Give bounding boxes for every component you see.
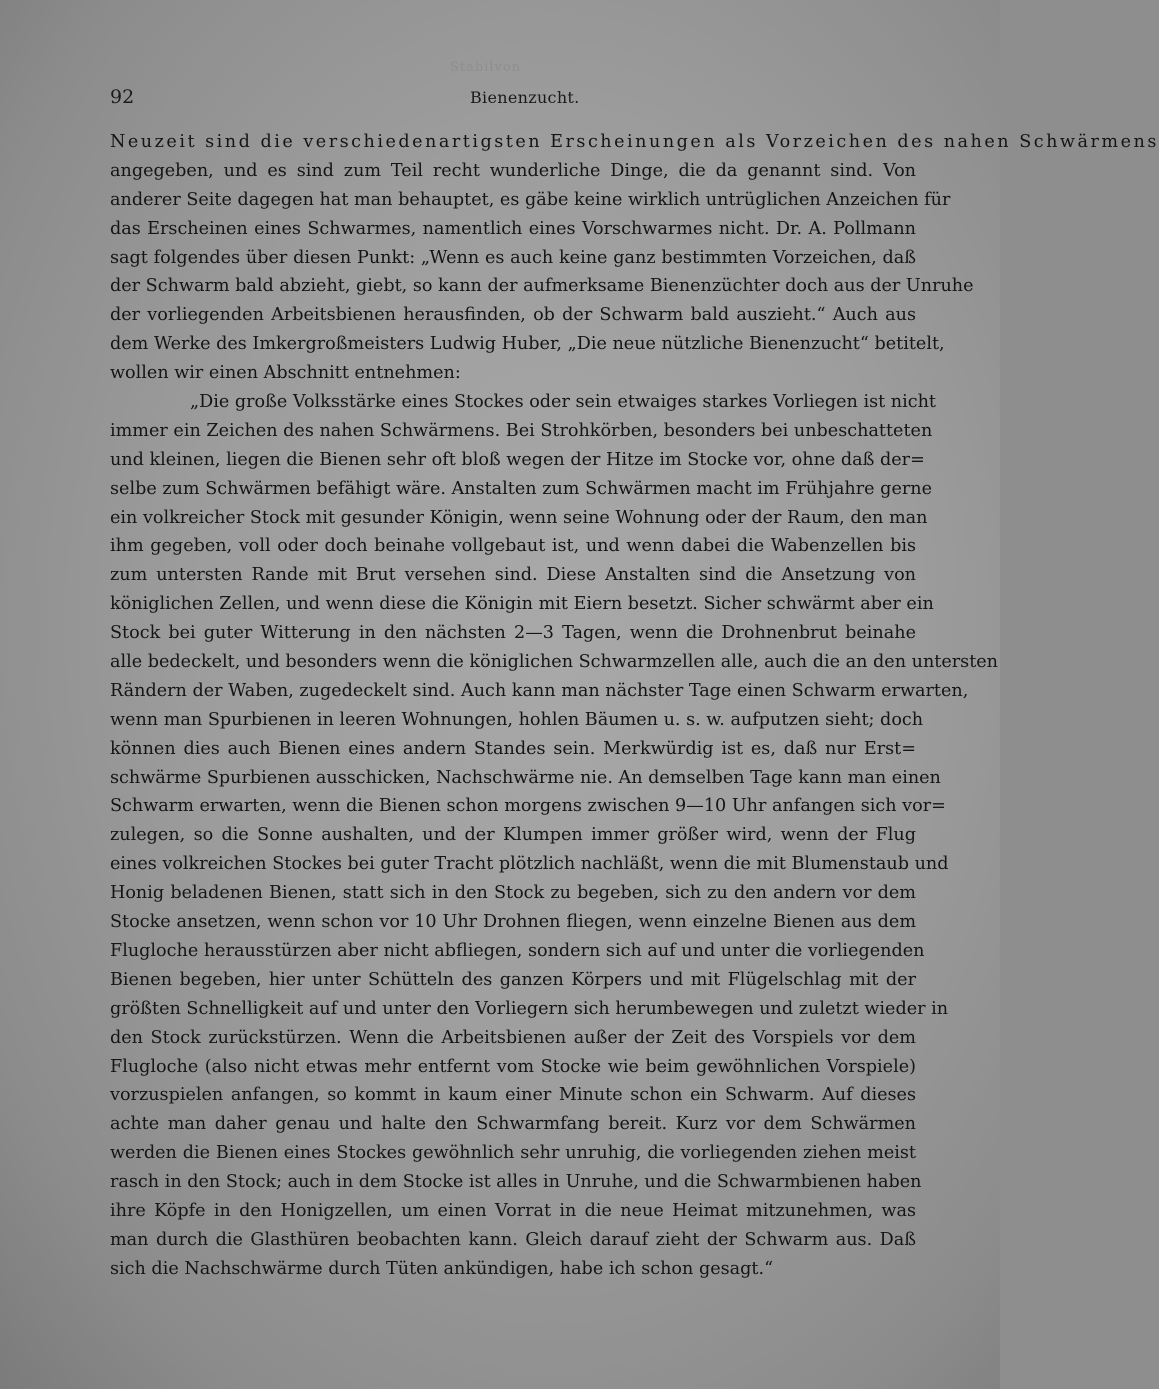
text-line: Honig beladenen Bienen, statt sich in den Stock zu begeben, sich zu den andern vor dem bbox=[110, 883, 916, 904]
text-line: werden die Bienen eines Stockes gewöhnlich sehr unruhig, die vorliegenden ziehen meist bbox=[110, 1143, 916, 1164]
text-line: Stock bei guter Witterung in den nächsten 2—3 Tagen, wenn die Drohnenbrut beinahe bbox=[110, 623, 916, 644]
text-line: angegeben, und es sind zum Teil recht wunderliche Dinge, die da genannt sind. Von bbox=[110, 160, 916, 181]
page-header bbox=[110, 86, 916, 112]
text-line: ihre Köpfe in den Honigzellen, um einen Vorrat in die neue Heimat mitzunehmen, was bbox=[110, 1200, 916, 1221]
page-number: 92 bbox=[110, 86, 135, 108]
text-line: immer ein Zeichen des nahen Schwärmens. Bei Strohkörben, besonders bei unbeschatteten bbox=[110, 420, 933, 441]
text-line: man durch die Glasthüren beobachten kann. Gleich darauf zieht der Schwarm aus. Daß bbox=[110, 1229, 916, 1250]
text-line: und kleinen, liegen die Bienen sehr oft bloß wegen der Hitze im Stocke vor, ohne daß der= bbox=[110, 449, 925, 470]
text-line: wenn man Spurbienen in leeren Wohnungen, hohlen Bäumen u. s. w. aufputzen sieht; doch bbox=[110, 709, 924, 730]
text-line: dem Werke des Imkergroßmeisters Ludwig Huber, „Die neue nützliche Bienenzucht“ betitelt, bbox=[110, 334, 945, 355]
running-title: Bienenzucht. bbox=[470, 88, 580, 107]
text-line: Flugloche herausstürzen aber nicht abfliegen, sondern sich auf und unter die vorliegenden bbox=[110, 940, 925, 961]
text-line: rasch in den Stock; auch in dem Stocke ist alles in Unruhe, und die Schwarmbienen haben bbox=[110, 1172, 922, 1193]
text-line: achte man daher genau und halte den Schwarmfang bereit. Kurz vor dem Schwärmen bbox=[110, 1114, 916, 1135]
text-line: Flugloche (also nicht etwas mehr entfernt vom Stocke wie beim gewöhnlichen Vorspiele) bbox=[110, 1056, 916, 1077]
text-line: vorzuspielen anfangen, so kommt in kaum einer Minute schon ein Schwarm. Auf dieses bbox=[110, 1085, 916, 1106]
text-line: sich die Nachschwärme durch Tüten ankündigen, habe ich schon gesagt.“ bbox=[110, 1258, 774, 1279]
text-line: den Stock zurückstürzen. Wenn die Arbeitsbienen außer der Zeit des Vorspiels vor dem bbox=[110, 1027, 916, 1048]
text-line: der Schwarm bald abzieht, giebt, so kann der aufmerksame Bienenzüchter doch aus der Unruhe bbox=[110, 276, 974, 297]
text-line: Schwarm erwarten, wenn die Bienen schon morgens zwischen 9—10 Uhr anfangen sich vor= bbox=[110, 796, 946, 817]
text-line: das Erscheinen eines Schwarmes, namentlich eines Vorschwarmes nicht. Dr. A. Pollmann bbox=[110, 218, 916, 239]
text-line: sagt folgendes über diesen Punkt: „Wenn es auch keine ganz bestimmten Vorzeichen, daß bbox=[110, 247, 916, 268]
text-line: alle bedeckelt, und besonders wenn die königlichen Schwarmzellen alle, auch die an den untersten bbox=[110, 652, 999, 673]
text-line: Rändern der Waben, zugedeckelt sind. Auch kann man nächster Tage einen Schwarm erwarten, bbox=[110, 680, 969, 701]
text-line: schwärme Spurbienen ausschicken, Nachschwärme nie. An demselben Tage kann man einen bbox=[110, 767, 941, 788]
text-line: größten Schnelligkeit auf und unter den Vorliegern sich herumbewegen und zuletzt wieder in bbox=[110, 998, 949, 1019]
text-line: Stocke ansetzen, wenn schon vor 10 Uhr Drohnen fliegen, wenn einzelne Bienen aus dem bbox=[110, 912, 916, 933]
text-line: zum untersten Rande mit Brut versehen sind. Diese Anstalten sind die Ansetzung von bbox=[110, 565, 916, 586]
text-line: ein volkreicher Stock mit gesunder Königin, wenn seine Wohnung oder der Raum, den man bbox=[110, 507, 928, 528]
text-line: anderer Seite dagegen hat man behauptet, es gäbe keine wirklich untrüglichen Anzeichen für bbox=[110, 189, 951, 210]
text-line: königlichen Zellen, und wenn diese die Königin mit Eiern besetzt. Sicher schwärmt aber ein bbox=[110, 594, 934, 615]
text-line: Neuzeit sind die verschiedenartigsten Erscheinungen als Vorzeichen des nahen Schwärmens bbox=[110, 132, 1159, 152]
text-line: können dies auch Bienen eines andern Standes sein. Merkwürdig ist es, daß nur Erst= bbox=[110, 738, 916, 759]
text-line: wollen wir einen Abschnitt entnehmen: bbox=[110, 363, 461, 384]
text-line: selbe zum Schwärmen befähigt wäre. Anstalten zum Schwärmen macht im Frühjahre gerne bbox=[110, 478, 933, 499]
text-line: zulegen, so die Sonne aushalten, und der Klumpen immer größer wird, wenn der Flug bbox=[110, 825, 916, 846]
body-text bbox=[110, 128, 1159, 1284]
text-line: eines volkreichen Stockes bei guter Tracht plötzlich nachläßt, wenn die mit Blumenstaub und bbox=[110, 854, 949, 875]
text-line: Bienen begeben, hier unter Schütteln des ganzen Körpers und mit Flügelschlag mit der bbox=[110, 969, 916, 990]
bleed-through-text: Stabilvon bbox=[450, 60, 522, 75]
quote-first-line: „Die große Volksstärke eines Stockes oder sein etwaiges starkes Vorliegen ist nicht bbox=[190, 392, 936, 413]
text-line: ihm gegeben, voll oder doch beinahe vollgebaut ist, und wenn dabei die Wabenzellen bis bbox=[110, 536, 916, 557]
text-line: der vorliegenden Arbeitsbienen herausfinden, ob der Schwarm bald auszieht.“ Auch aus bbox=[110, 305, 916, 326]
